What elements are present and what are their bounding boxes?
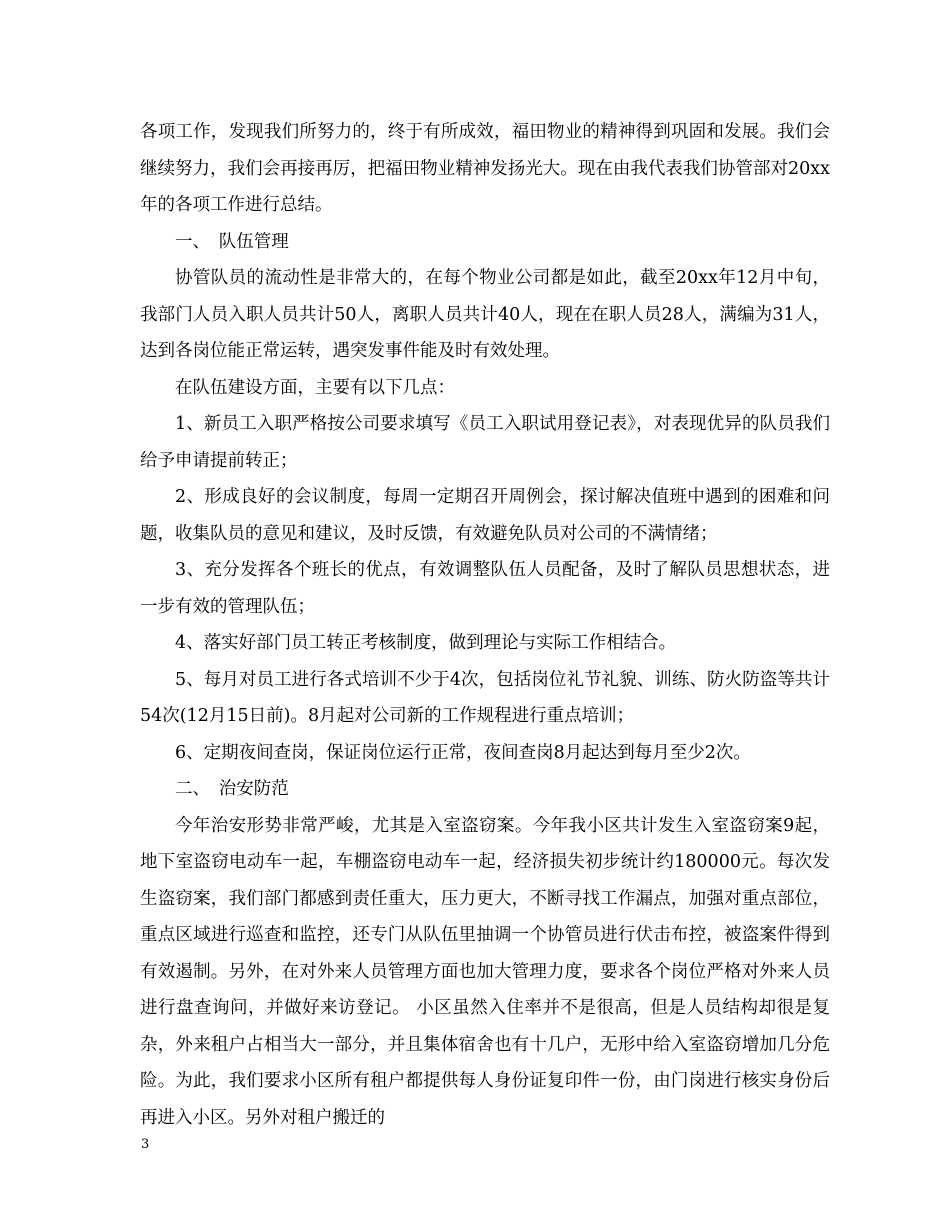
document-body	[140, 114, 830, 1136]
paragraph-4: 今年治安形势非常严峻，尤其是入室盗窃案。今年我小区共计发生入室盗窃案9起，地下室盗窃电动车一起，车棚盗窃电动车一起，经济损失初步统计约180000元。每次发生盗窃案，我们部门都感到责任重大，压力更大，不断寻找工作漏点，加强对重点部位，重点区域进行巡查和监控，还专门从队伍里抽调一个协管员进行伏击布控，被盗案件得到有效遏制。另外，在对外来人员管理方面也加大管理力度，要求各个岗位严格对外来人员进行盘查询问，并做好来访登记。 小区虽然入住率并不是很高，但是人员结构却很是复杂，外来租户占相当大一部分，并且集体宿舍也有十几户，无形中给入室盗窃增加几分危险。为此，我们要求小区所有租户都提供每人身份证复印件一份，由门岗进行核实身份后再进入小区。另外对租户搬迁的	[140, 815, 830, 1128]
paragraph-1: 各项工作，发现我们所努力的，终于有所成效，福田物业的精神得到巩固和发展。我们会继续努力，我们会再接再厉，把福田物业精神发扬光大。现在由我代表我们协管部对20xx年的各项工作进行总结。	[140, 122, 830, 215]
list-item-2: 2、形成良好的会议制度，每周一定期召开周例会，探讨解决值班中遇到的困难和问题，收集队员的意见和建议，及时反馈，有效避免队员对公司的不满情绪；	[140, 487, 830, 544]
page-number: 3	[141, 1137, 150, 1152]
list-item-3: 3、充分发挥各个班长的优点，有效调整队伍人员配备，及时了解队员思想状态，进一步有效的管理队伍；	[140, 560, 830, 617]
paragraph-2: 协管队员的流动性是非常大的，在每个物业公司都是如此，截至20xx年12月中旬，我部门人员入职人员共计50人，离职人员共计40人，现在在职人员28人，满编为31人，达到各岗位能正常运转，遇突发事件能及时有效处理。	[140, 268, 830, 361]
list-item-5: 5、每月对员工进行各式培训不少于4次，包括岗位礼节礼貌、训练、防火防盗等共计54次(12月15日前)。8月起对公司新的工作规程进行重点培训；	[140, 669, 830, 726]
list-item-1: 1、新员工入职严格按公司要求填写《员工入职试用登记表》，对表现优异的队员我们给予申请提前转正；	[140, 414, 830, 471]
section-heading-public-security: 二、 治安防范	[175, 779, 289, 799]
list-item-6: 6、定期夜间查岗，保证岗位运行正常，夜间查岗8月起达到每月至少2次。	[175, 742, 751, 763]
list-item-4: 4、落实好部门员工转正考核制度，做到理论与实际工作相结合。	[175, 633, 677, 653]
section-heading-team-management: 一、 队伍管理	[175, 231, 289, 252]
paragraph-3: 在队伍建设方面，主要有以下几点：	[175, 377, 455, 398]
